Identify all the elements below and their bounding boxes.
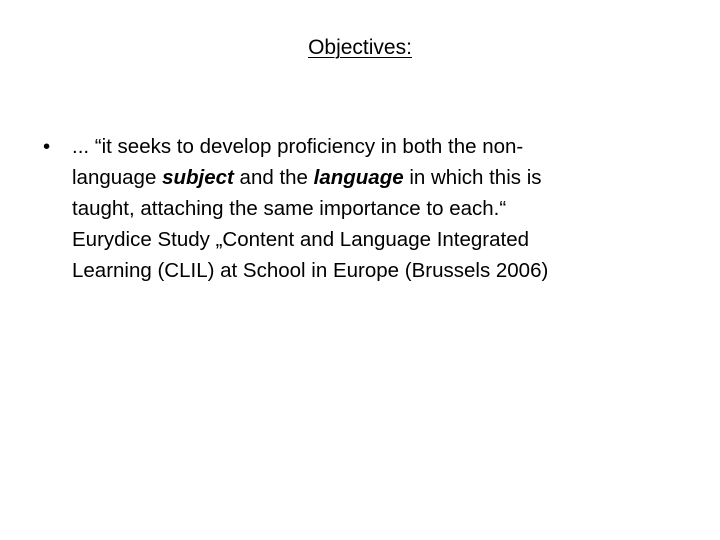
citation-line-1: Eurydice Study „Content and Language Integrated	[72, 228, 530, 251]
quote-line-2	[72, 162, 652, 193]
quote-emphasis-language: language	[313, 166, 404, 189]
quote-line-2-pre: language	[72, 166, 163, 189]
quote-line-2-mid: and the	[233, 166, 314, 189]
slide-title-text: Objectives:	[308, 36, 412, 59]
bullet-text	[72, 131, 652, 286]
bullet-marker: •	[43, 135, 51, 158]
quote-line-2-post: in which this is	[403, 166, 542, 189]
quote-line-3: taught, attaching the same importance to each.“	[72, 197, 507, 220]
slide-title	[0, 34, 720, 62]
citation-line-2: Learning (CLIL) at School in Europe (Brussels 2006)	[72, 259, 549, 282]
quote-emphasis-subject: subject	[162, 166, 234, 189]
quote-line-1: ... “it seeks to develop proficiency in both the non-	[72, 135, 524, 158]
